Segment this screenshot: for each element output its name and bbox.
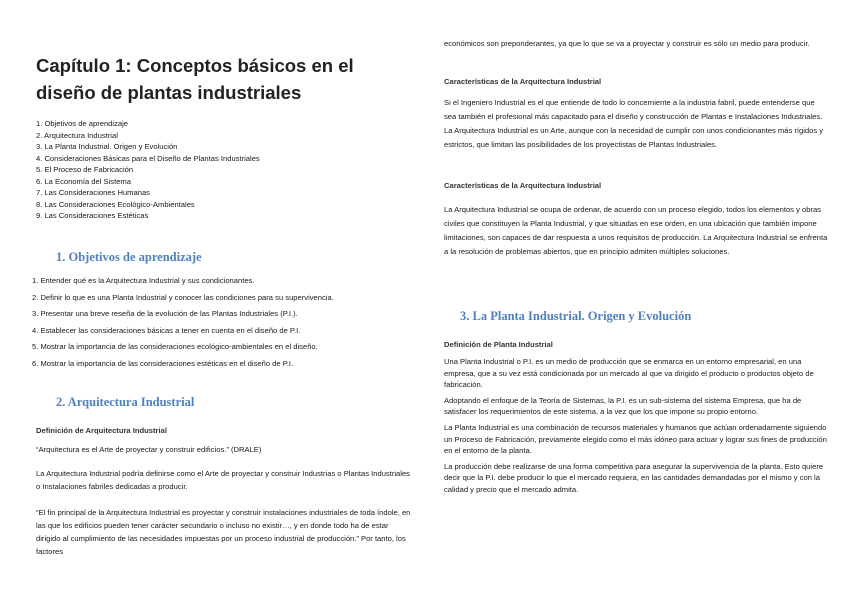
toc-item: 8. Las Consideraciones Ecológico-Ambientales [36, 199, 195, 209]
subheading-definition: Definición de Arquitectura Industrial [36, 426, 167, 435]
paragraph: La producción debe realizarse de una forma competitiva para asegurar la supervivencia de la planta. Esto quiere decir que la P.I. debe producir lo que el mercado requiera, en las cantidades demandadas por el mismo y con la calidad y precio que el mercado admita. [444, 461, 824, 494]
quote-long-paragraph: “El fin principal de la Arquitectura Industrial es proyectar y construir instalaciones industriales de toda índole, en las que los edificios pueden tener carácter secundario o incluso no existir…, y en donde todo ha de estar dirigido al cumplimiento de las necesidades impuestas por un proceso industrial de producción.” Por tanto, los factores [36, 508, 411, 556]
section-heading-plant: 3. La Planta Industrial. Origen y Evolución [460, 309, 692, 323]
paragraph: La Planta Industrial es una combinación de recursos materiales y humanos que actúan ordenadamente siguiendo un Proceso de Fabricación, previamente elegido como el más idóneo para actuar y lograr sus fines de producción en el entorno de la planta. [444, 422, 827, 456]
toc-item: 6. La Economía del Sistema [36, 176, 131, 186]
toc-item: 2. Arquitectura Industrial [36, 130, 118, 140]
plant-definition-body [444, 356, 828, 500]
toc-item: 7. Las Consideraciones Humanas [36, 188, 150, 197]
definition-paragraph: La Arquitectura Industrial podría definirse como el Arte de proyectar y construir Industrias o Plantas Industriales o Instalaciones fabriles dedicadas a producir. [36, 469, 410, 491]
section-heading-objectives: 1. Objetivos de aprendizaje [56, 250, 202, 264]
toc-item: 5. El Proceso de Fabricación [36, 165, 134, 174]
table-of-contents [36, 118, 416, 222]
toc-item: 9. Las Consideraciones Estéticas [36, 211, 149, 220]
characteristics-paragraph-2: La Arquitectura Industrial se ocupa de ordenar, de acuerdo con un proceso elegido, todos los elementos y obras civiles que constituyen la Planta Industrial, y que situadas en ese orden, en una ubicación que también impone limitaciones, son capaces de dar respuesta a unos requisitos de producción. La Arquitectura Industrial se enfrenta a la resolución de problemas abiertos, que en principio admiten múltiples soluciones. [444, 205, 828, 256]
subheading-characteristics-1: Características de la Arquitectura Industrial [444, 77, 602, 86]
quote-paragraph: “Arquitectura es el Arte de proyectar y construir edificios.” (DRALE) [36, 445, 262, 454]
subheading-plant-definition: Definición de Planta Industrial [444, 340, 553, 349]
section-heading-architecture: 2. Arquitectura Industrial [56, 395, 195, 409]
toc-item: 4. Consideraciones Básicas para el Diseño de Plantas Industriales [36, 153, 260, 163]
page-title: Capítulo 1: Conceptos básicos en el diseño de plantas industriales [36, 55, 354, 103]
characteristics-paragraph-1: Si el Ingeniero Industrial es el que entiende de todo lo concerniente a la industria fabril, puede entenderse que sea también el profesional más capacitado para el diseño y construcción de Plantas e Instalaciones Industriales. La Arquitectura Industrial es un Arte, aunque con la necesidad de cumplir con unos condicionantes más rígidos y estrictos, que limitan las posibilidades de los proyectistas de Plantas Industriales. [444, 98, 824, 149]
subheading-characteristics-2: Características de la Arquitectura Industrial [444, 181, 602, 190]
list-item: 3. Presentar una breve reseña de la evolución de las Plantas Industriales (P.I.). [32, 309, 298, 318]
list-item: 4. Establecer las consideraciones básicas a tener en cuenta en el diseño de P.I. [32, 325, 301, 335]
objectives-list [32, 273, 422, 372]
list-item: 6. Mostrar la importancia de las consideraciones estéticas en el diseño de P.I. [32, 358, 294, 368]
paragraph: Una Planta Industrial o P.I. es un medio de producción que se enmarca en un entorno empresarial, en una empresa, que a su vez está condicionada por un mercado al que va dirigido el producto o productos objeto de fabricación. [444, 357, 814, 390]
paragraph: Adoptando el enfoque de la Teoría de Sistemas, la P.I. es un sub-sistema del sistema Empresa, que ha de satisfacer los requerimientos de este sistema, a la vez que los que impone su propio entorno. [444, 395, 802, 417]
list-item: 2. Definir lo que es una Planta Industrial y conocer las condiciones para su supervivencia. [32, 292, 334, 302]
list-item: 5. Mostrar la importancia de las consideraciones ecológico-ambientales en el diseño. [32, 342, 318, 351]
list-item: 1. Entender qué es la Arquitectura Industrial y sus condicionantes. [32, 276, 255, 285]
toc-item: 3. La Planta Industrial. Origen y Evolución [36, 142, 178, 151]
toc-item: 1. Objetivos de aprendizaje [36, 119, 129, 128]
continued-paragraph: económicos son preponderantes, ya que lo que se va a proyectar y construir es sólo un medio para producir. [444, 39, 810, 48]
